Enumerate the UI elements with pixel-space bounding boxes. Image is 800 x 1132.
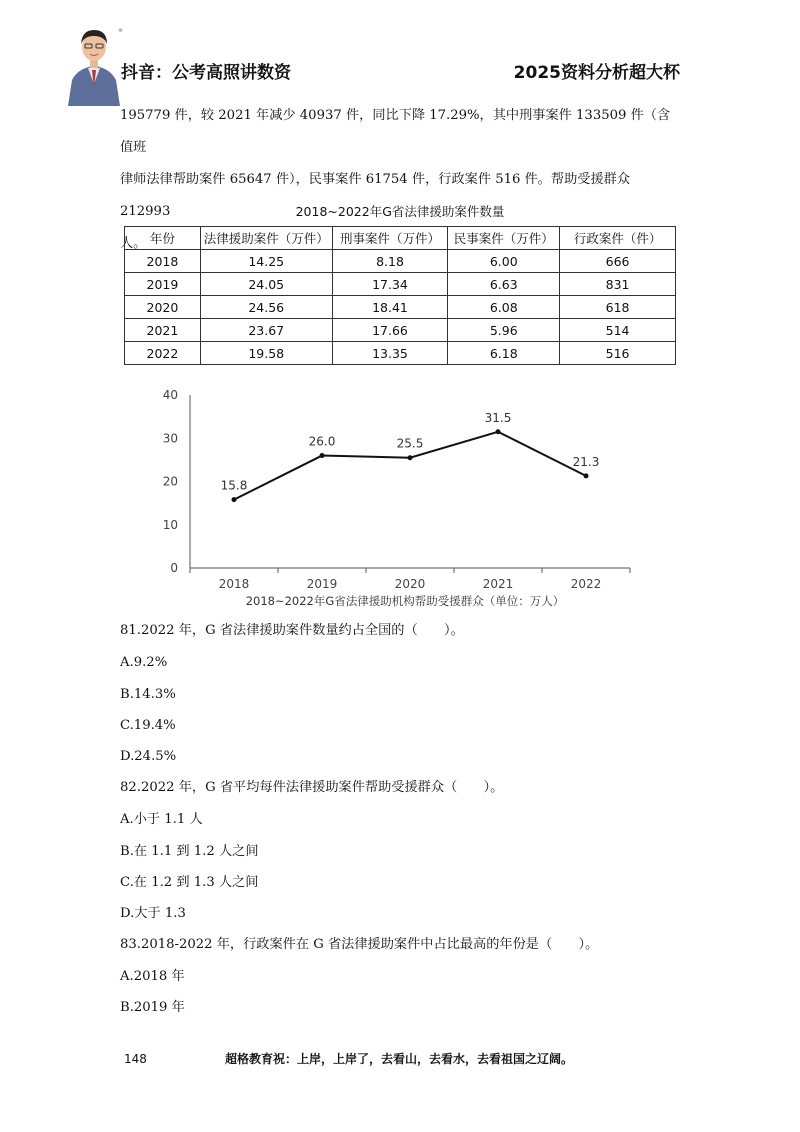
x-tick-label: 2021 <box>482 577 514 591</box>
page-header <box>0 0 800 110</box>
y-tick-label: 10 <box>162 517 178 532</box>
cell-year: 2019 <box>125 273 201 296</box>
table-header-row <box>125 227 676 250</box>
header-criminal: 刑事案件（万件） <box>332 227 448 250</box>
data-point <box>496 429 501 434</box>
data-point <box>232 497 237 502</box>
question-82-option-b: B.在 1.1 到 1.2 人之间 <box>120 844 259 859</box>
table-row <box>125 296 676 319</box>
brand-right-title: 2025资料分析超大杯 <box>513 63 680 83</box>
cell-year: 2018 <box>125 250 201 273</box>
y-tick-label: 20 <box>162 474 178 489</box>
question-81-option-a: A.9.2% <box>120 655 168 670</box>
cell-total: 24.05 <box>200 273 332 296</box>
cell-criminal: 8.18 <box>332 250 448 273</box>
question-83-option-a: A.2018 年 <box>120 969 185 984</box>
y-tick-label: 30 <box>162 431 178 446</box>
x-tick-label: 2022 <box>570 577 602 591</box>
question-82-option-d: D.大于 1.3 <box>120 906 186 921</box>
question-81-option-c: C.19.4% <box>120 718 176 733</box>
chart-title: 2018~2022年G省法律援助机构帮助受援群众（单位：万人） <box>245 594 565 608</box>
intro-line-1: 195779 件，较 2021 年减少 40937 件，同比下降 17.29%，其中刑事案件 133509 件（含值班 <box>120 108 671 155</box>
x-tick-label: 2020 <box>394 577 426 591</box>
question-82-option-c: C.在 1.2 到 1.3 人之间 <box>120 875 259 890</box>
cell-criminal: 18.41 <box>332 296 448 319</box>
cell-civil: 6.18 <box>448 342 560 365</box>
header-year: 年份 <box>125 227 201 250</box>
question-83-option-b: B.2019 年 <box>120 1000 185 1015</box>
cell-civil: 6.63 <box>448 273 560 296</box>
data-label: 26.0 <box>308 434 336 449</box>
cell-total: 24.56 <box>200 296 332 319</box>
presenter-avatar <box>64 22 124 106</box>
cell-year: 2022 <box>125 342 201 365</box>
x-tick-label: 2018 <box>218 577 250 591</box>
page-number: 148 <box>124 1052 147 1066</box>
data-label: 21.3 <box>572 454 600 469</box>
cell-total: 23.67 <box>200 319 332 342</box>
cell-administrative: 666 <box>560 250 676 273</box>
aid-recipients-line-chart <box>150 385 650 610</box>
header-civil: 民事案件（万件） <box>448 227 560 250</box>
cell-total: 19.58 <box>200 342 332 365</box>
cell-administrative: 618 <box>560 296 676 319</box>
data-point <box>320 453 325 458</box>
table-row <box>125 273 676 296</box>
cell-year: 2020 <box>125 296 201 319</box>
table-title: 2018~2022年G省法律援助案件数量 <box>295 204 505 219</box>
intro-line-2: 律师法律帮助案件 65647 件），民事案件 61754 件，行政案件 516 件。帮助受援群众 212993 <box>120 172 631 219</box>
question-81-option-b: B.14.3% <box>120 687 176 702</box>
cell-criminal: 17.66 <box>332 319 448 342</box>
legal-aid-table <box>124 226 676 365</box>
data-label: 31.5 <box>484 410 512 425</box>
table-row <box>125 250 676 273</box>
data-point <box>408 455 413 460</box>
registered-mark: ® <box>118 28 123 34</box>
cell-civil: 5.96 <box>448 319 560 342</box>
question-81-stem: 81.2022 年，G 省法律援助案件数量约占全国的（ ）。 <box>120 623 464 638</box>
cell-total: 14.25 <box>200 250 332 273</box>
y-tick-label: 0 <box>170 561 178 575</box>
cell-civil: 6.08 <box>448 296 560 319</box>
data-point <box>584 473 589 478</box>
cell-civil: 6.00 <box>448 250 560 273</box>
cell-year: 2021 <box>125 319 201 342</box>
cell-administrative: 831 <box>560 273 676 296</box>
data-label: 25.5 <box>396 436 424 451</box>
table-row <box>125 342 676 365</box>
question-82-stem: 82.2022 年，G 省平均每件法律援助案件帮助受援群众（ ）。 <box>120 780 504 795</box>
y-tick-label: 40 <box>162 388 178 402</box>
intro-line-3: 人。 <box>120 236 147 251</box>
cell-administrative: 516 <box>560 342 676 365</box>
question-82-option-a: A.小于 1.1 人 <box>120 812 203 827</box>
cell-criminal: 13.35 <box>332 342 448 365</box>
cell-criminal: 17.34 <box>332 273 448 296</box>
footer-slogan: 超格教育祝：上岸，上岸了，去看山，去看水，去看祖国之辽阔。 <box>225 1052 574 1066</box>
data-label: 15.8 <box>220 478 248 493</box>
x-tick-label: 2019 <box>306 577 338 591</box>
table-row <box>125 319 676 342</box>
question-83-stem: 83.2018-2022 年，行政案件在 G 省法律援助案件中占比最高的年份是（ ）。 <box>120 937 599 952</box>
brand-left-title: 抖音：公考高照讲数资 <box>121 63 291 83</box>
header-administrative: 行政案件（件） <box>560 227 676 250</box>
question-81-option-d: D.24.5% <box>120 749 177 764</box>
header-total-cases: 法律援助案件（万件） <box>200 227 332 250</box>
cell-administrative: 514 <box>560 319 676 342</box>
